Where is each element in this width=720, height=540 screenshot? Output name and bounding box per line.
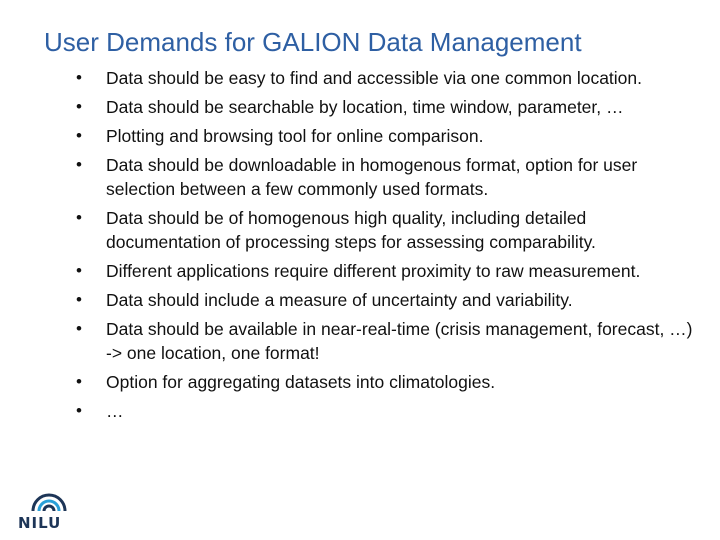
bullet-text: Data should be of homogenous high quality, including detailed documentation of processing steps for assessing comparability. bbox=[106, 208, 596, 252]
bullet-dot: • bbox=[76, 290, 82, 309]
bullet-text: Data should be searchable by location, time window, parameter, … bbox=[106, 97, 624, 117]
bullet-text: Data should be downloadable in homogenous format, option for user selection between a few commonly used formats. bbox=[106, 155, 638, 199]
bullet-dot: • bbox=[76, 155, 82, 174]
bullet-item bbox=[72, 288, 697, 312]
bullet-item bbox=[72, 259, 697, 283]
nilu-logo bbox=[18, 490, 80, 538]
bullet-item bbox=[72, 370, 697, 394]
bullet-item bbox=[72, 66, 697, 90]
bullet-text: Data should include a measure of uncertainty and variability. bbox=[106, 290, 573, 310]
bullet-text: Data should be available in near-real-time (crisis management, forecast, …) -> one location, one format! bbox=[106, 319, 693, 363]
bullet-list bbox=[72, 66, 697, 428]
bullet-item bbox=[72, 399, 697, 423]
bullet-item bbox=[72, 317, 697, 365]
bullet-dot: • bbox=[76, 319, 82, 338]
bullet-text: … bbox=[106, 401, 124, 421]
bullet-text: Option for aggregating datasets into climatologies. bbox=[106, 372, 496, 392]
logo-text: NILU bbox=[18, 514, 62, 532]
bullet-dot: • bbox=[76, 401, 82, 420]
bullet-item bbox=[72, 206, 697, 254]
bullet-dot: • bbox=[76, 261, 82, 280]
bullet-item bbox=[72, 124, 697, 148]
bullet-text: Data should be easy to find and accessible via one common location. bbox=[106, 68, 643, 88]
bullet-text: Plotting and browsing tool for online comparison. bbox=[106, 126, 484, 146]
bullet-dot: • bbox=[76, 68, 82, 87]
bullet-dot: • bbox=[76, 372, 82, 391]
slide-title: User Demands for GALION Data Management bbox=[44, 27, 582, 57]
bullet-text: Different applications require different proximity to raw measurement. bbox=[106, 261, 641, 281]
bullet-dot: • bbox=[76, 97, 82, 116]
bullet-dot: • bbox=[76, 208, 82, 227]
bullet-dot: • bbox=[76, 126, 82, 145]
bullet-item bbox=[72, 95, 697, 119]
bullet-item bbox=[72, 153, 697, 201]
nilu-arcs-icon bbox=[30, 490, 68, 512]
